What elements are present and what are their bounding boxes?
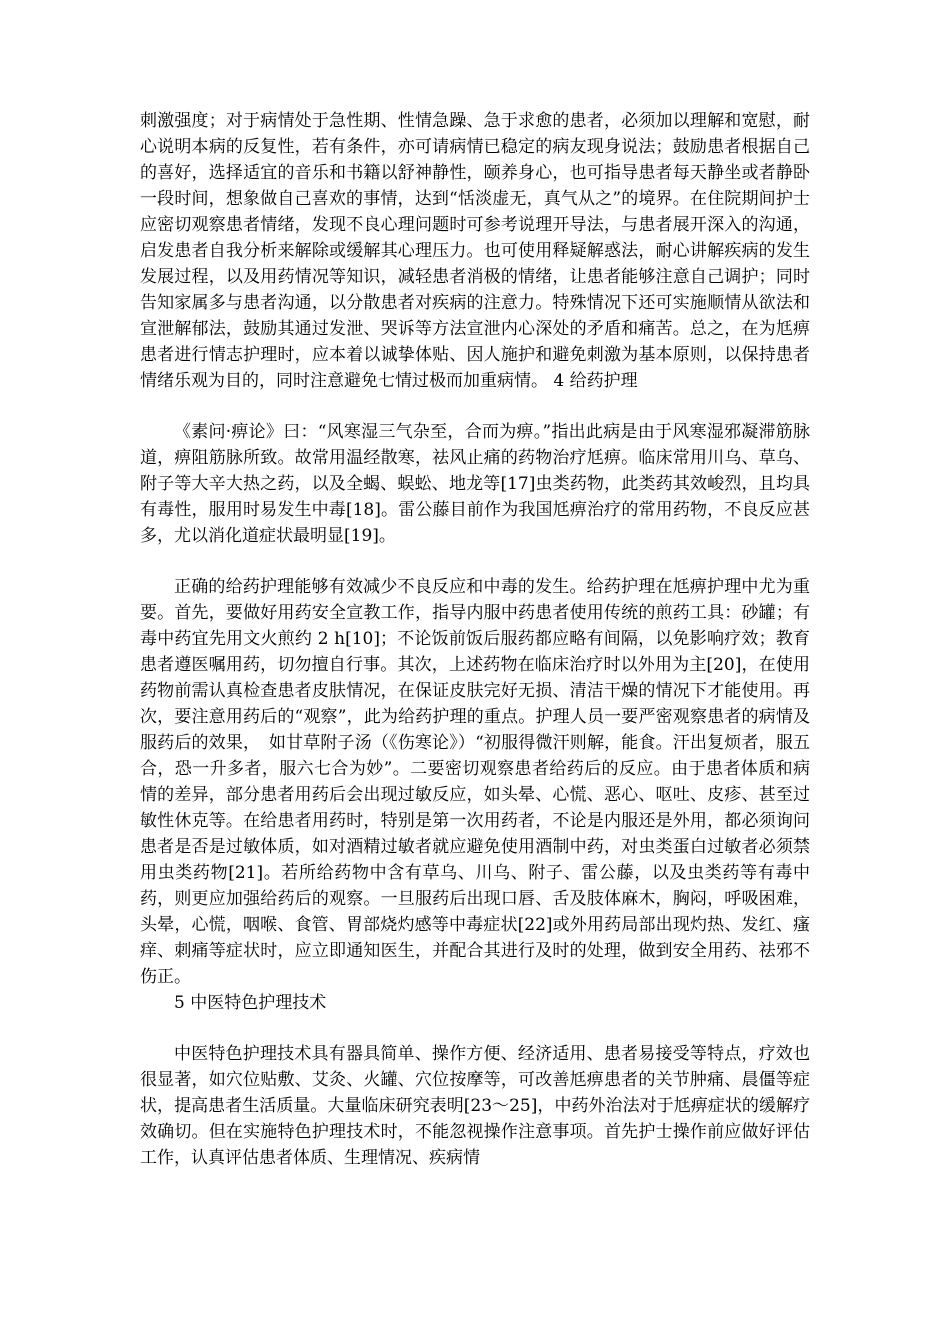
paragraph-medication-care: 正确的给药护理能够有效减少不良反应和中毒的发生。给药护理在尪痹护理中尤为重要。首先，要做好用药安全宣教工作，指导内服中药患者使用传统的煎药工具：砂罐；有毒中药宜先用文火煎约 2 h[10]；不论饭前饭后服药都应略有间隔，以免影响疗效；教育患者遵医嘱用药，切勿擅自行事。其次，上述药物在临床治疗时以外用为主[20]，在使用药物前需认真检查患者皮肤情况，在保证皮肤完好无损、清洁干燥的情况下才能使用。再次，要注意用药后的“观察”，此为给药护理的重点。护理人员一要严密观察患者的病情及服药后的效果， 如甘草附子汤（《伤寒论》）“初服得微汗则解，能食。汗出复烦者，服五合，恐一升多者，服六七合为妙”。二要密切观察患者给药后的反应。由于患者体质和病情的差异，部分患者用药后会出现过敏反应，如头晕、心慌、恶心、呕吐、皮疹、甚至过敏性休克等。在给患者用药时，特别是第一次用药者，不论是内服还是外用，都必须询问患者是否是过敏体质，如对酒精过敏者就应避免使用酒制中药，对虫类蛋白过敏者必须禁用虫类药物[21]。若所给药物中含有草乌、川乌、附子、雷公藤，以及虫类药等有毒中药，则更应加强给药后的观察。一旦服药后出现口唇、舌及肢体麻木，胸闷，呼吸困难，头晕，心慌，咽喉、食管、胃部烧灼感等中毒症状[22]或外用药局部出现灼热、发红、瘙痒、刺痛等症状时，应立即通知医生，并配合其进行及时的处理，做到安全用药、祛邪不伤正。 — [140, 577, 810, 987]
paragraph-tcm-techniques: 中医特色护理技术具有器具简单、操作方便、经济适用、患者易接受等特点，疗效也很显著，如穴位贴敷、艾灸、火罐、穴位按摩等，可改善尪痹患者的关节肿痛、晨僵等症状，提高患者生活质量。大量临床研究表明[23～25]，中药外治法对于尪痹症状的缓解疗效确切。但在实施特色护理技术时，不能忽视操作注意事项。首先护士操作前应做好评估工作，认真评估患者体质、生理情况、疾病情 — [140, 1044, 810, 1168]
document-page — [140, 108, 810, 1171]
section-heading-tcm-nursing: 5 中医特色护理技术 — [174, 993, 327, 1013]
paragraph-bi-lun-quote: 《素问·痹论》曰：“风寒湿三气杂至，合而为痹。”指出此病是由于风寒湿邪凝滞筋脉道，痹阻筋脉所致。故常用温经散寒，祛风止痛的药物治疗尪痹。临床常用川乌、草乌、附子等大辛大热之药，以及全蝎、蜈蚣、地龙等[17]虫类药物，此类药其效峻烈，且均具有毒性，服用时易发生中毒[18]。雷公藤目前作为我国尪痹治疗的常用药物，不良反应甚多，尤以消化道症状最明显[19]。 — [140, 422, 810, 546]
paragraph-emotional-care: 刺激强度；对于病情处于急性期、性情急躁、急于求愈的患者，必须加以理解和宽慰，耐心说明本病的反复性，若有条件，亦可请病情已稳定的病友现身说法；鼓励患者根据自己的喜好，选择适宜的音乐和书籍以舒神静性，颐养身心，也可指导患者每天静坐或者静卧一段时间，想象做自己喜欢的事情，达到“恬淡虚无，真气从之”的境界。在住院期间护士应密切观察患者情绪，发现不良心理问题时可参考说理开导法，与患者展开深入的沟通，启发患者自我分析来解除或缓解其心理压力。也可使用释疑解惑法，耐心讲解疾病的发生发展过程，以及用药情况等知识，减轻患者消极的情绪，让患者能够注意自己调护；同时告知家属多与患者沟通，以分散患者对疾病的注意力。特殊情况下还可实施顺情从欲法和宣泄解郁法，鼓励其通过发泄、哭诉等方法宣泄内心深处的矛盾和痛苦。总之，在为尪痹患者进行情志护理时，应本着以诚挚体贴、因人施护和避免刺激为基本原则，以保持患者情绪乐观为目的，同时注意避免七情过极而加重病情。 4 给药护理 — [140, 111, 810, 391]
